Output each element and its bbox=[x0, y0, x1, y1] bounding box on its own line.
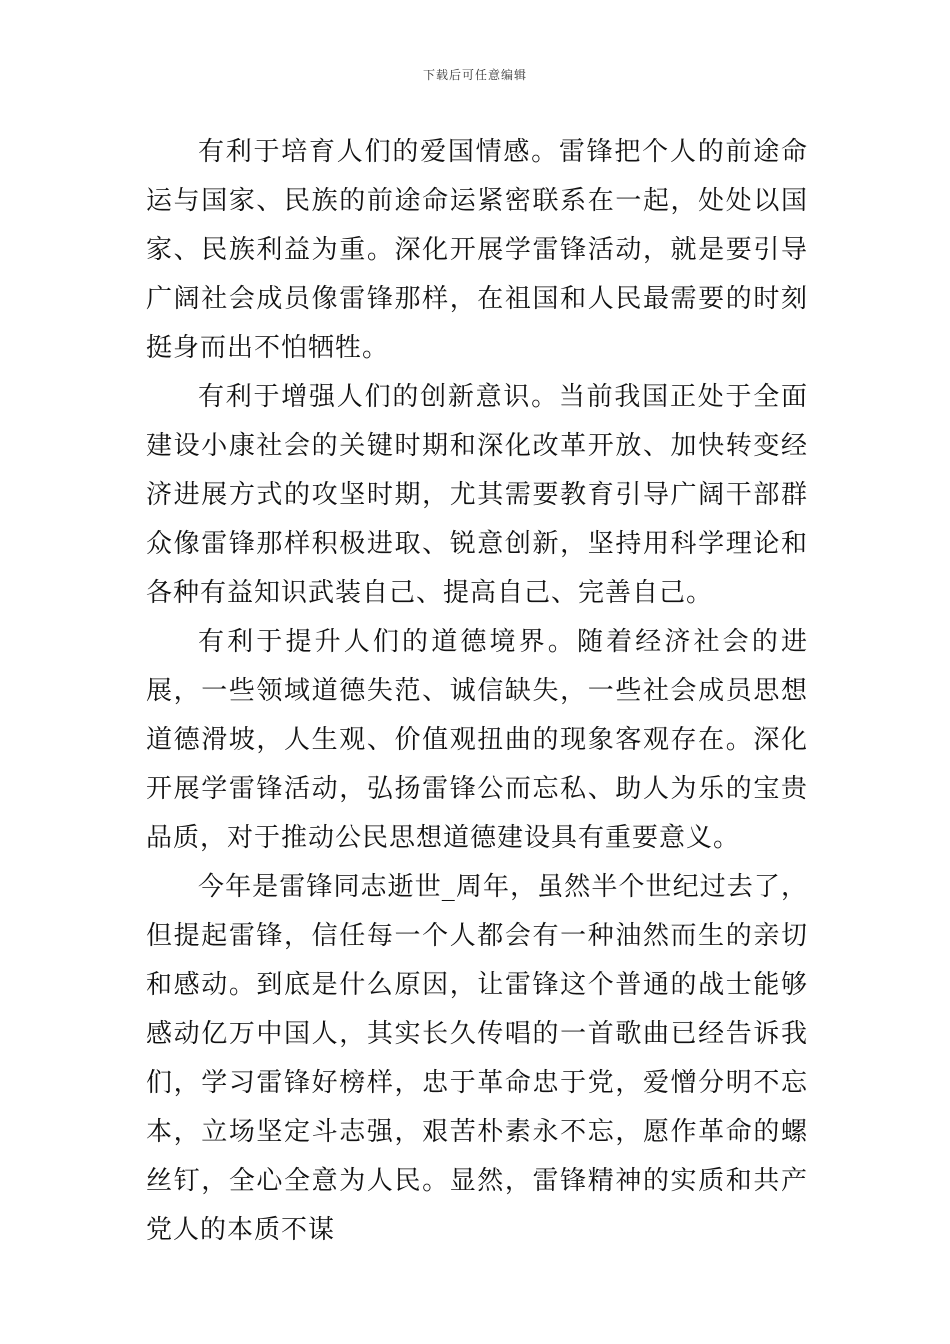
header-note: 下载后可任意编辑 bbox=[422, 68, 527, 82]
paragraph-patriotism: 有利于培育人们的爱国情感。雷锋把个人的前途命运与国家、民族的前途命运紧密联系在一起，处处以国家、民族利益为重。深化开展学雷锋活动，就是要引导广阔社会成员像雷锋那样，在祖国和人民最需要的时刻挺身而出不怕牺牲。 bbox=[146, 137, 808, 363]
document-body bbox=[146, 128, 808, 1255]
paragraph-morality: 有利于提升人们的道德境界。随着经济社会的进展，一些领域道德失范、诚信缺失，一些社会成员思想道德滑坡，人生观、价值观扭曲的现象客观存在。深化开展学雷锋活动，弘扬雷锋公而忘私、助人为乐的宝贵品质，对于推动公民思想道德建设具有重要意义。 bbox=[146, 627, 808, 853]
paragraph-anniversary: 今年是雷锋同志逝世_周年，虽然半个世纪过去了，但提起雷锋，信任每一个人都会有一种油然而生的亲切和感动。到底是什么原因，让雷锋这个普通的战士能够感动亿万中国人，其实长久传唱的一首歌曲已经告诉我们，学习雷锋好榜样，忠于革命忠于党，爱憎分明不忘本，立场坚定斗志强，艰苦朴素永不忘，愿作革命的螺丝钉，全心全意为人民。显然，雷锋精神的实质和共产党人的本质不谋 bbox=[146, 872, 808, 1245]
paragraph-innovation: 有利于增强人们的创新意识。当前我国正处于全面建设小康社会的关键时期和深化改革开放、加快转变经济进展方式的攻坚时期，尤其需要教育引导广阔干部群众像雷锋那样积极进取、锐意创新，坚持用科学理论和各种有益知识武装自己、提高自己、完善自己。 bbox=[146, 382, 808, 608]
